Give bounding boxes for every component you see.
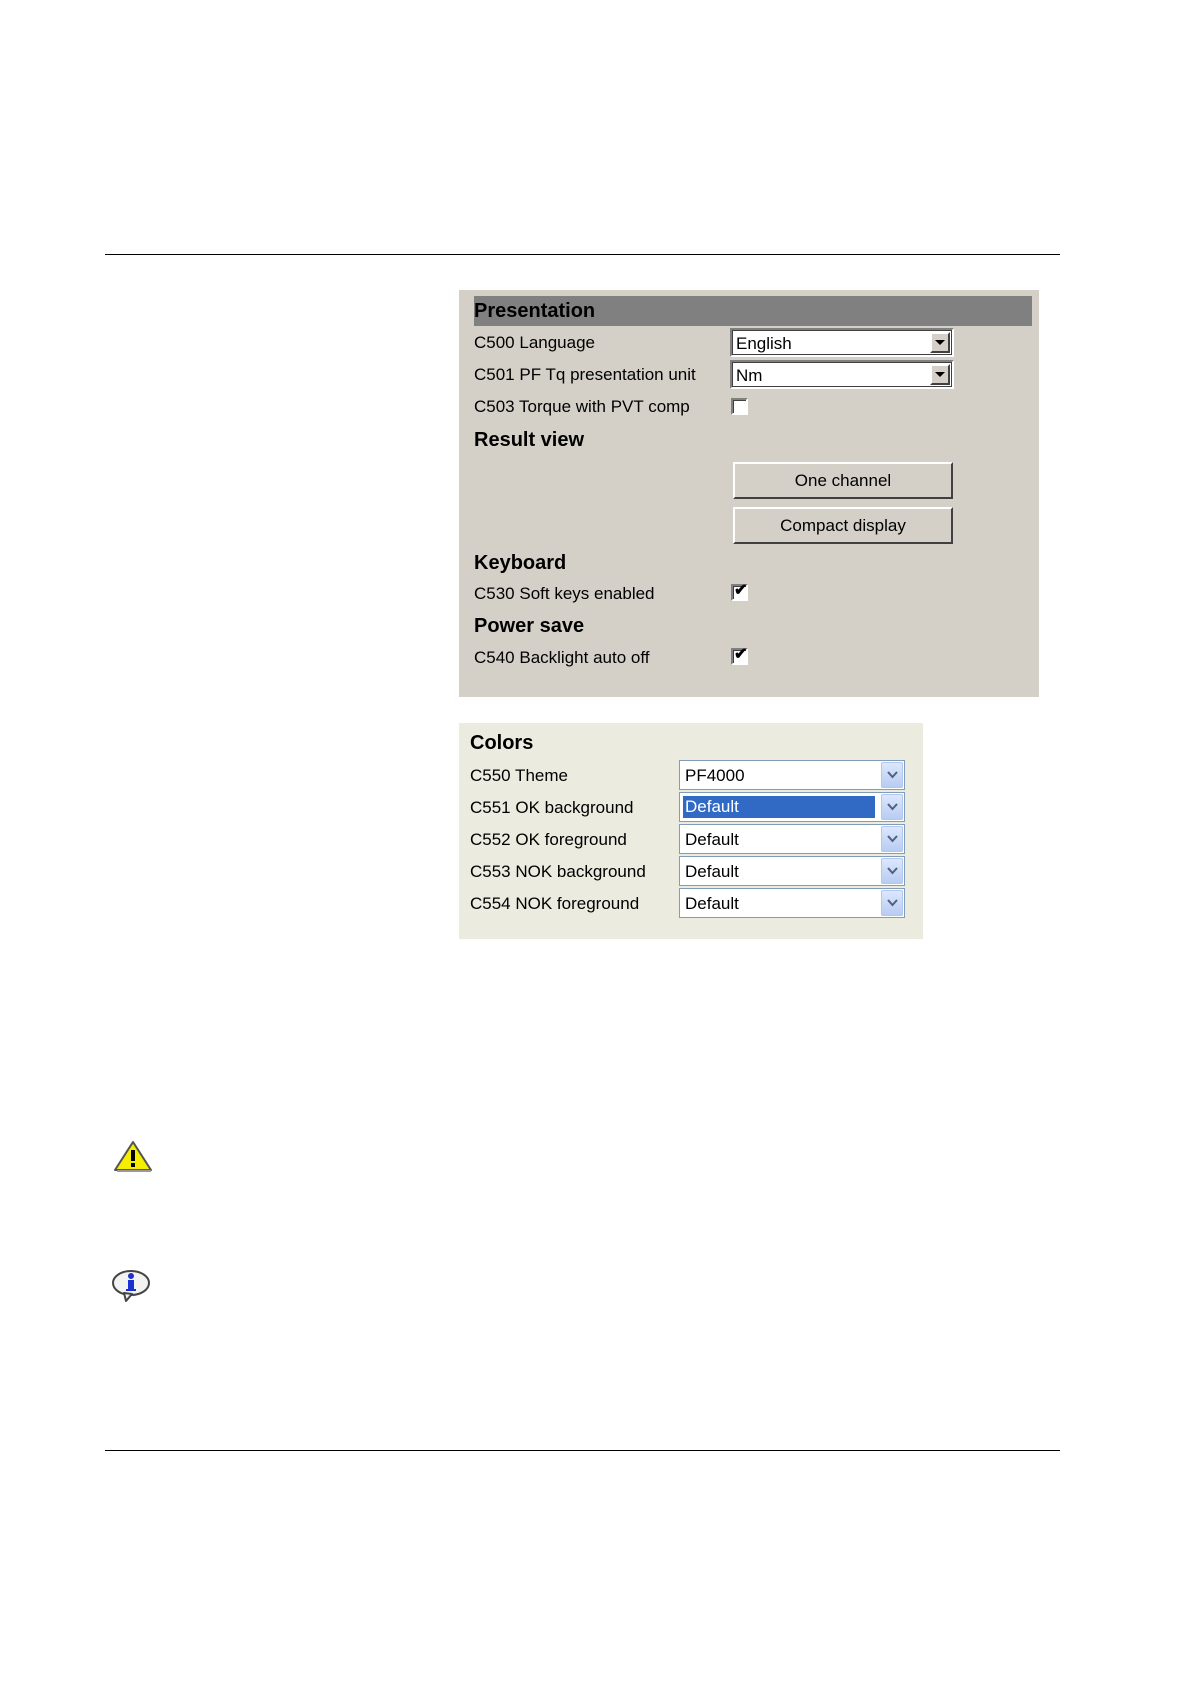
- nok-background-label: C553 NOK background: [470, 862, 646, 881]
- presentation-title: Presentation: [474, 300, 596, 322]
- tq-unit-label: C501 PF Tq presentation unit: [474, 365, 696, 384]
- ok-background-value: Default: [683, 796, 875, 818]
- theme-value: PF4000: [685, 766, 745, 785]
- top-rule: [105, 254, 1060, 255]
- ok-background-label: C551 OK background: [470, 798, 634, 817]
- nok-background-select[interactable]: [679, 856, 905, 886]
- check-icon: ✔: [734, 646, 748, 663]
- chevron-down-icon[interactable]: [881, 858, 903, 884]
- backlight-label: C540 Backlight auto off: [474, 648, 650, 667]
- presentation-panel: [459, 290, 1039, 697]
- nok-foreground-label: C554 NOK foreground: [470, 894, 640, 913]
- chevron-down-icon[interactable]: [881, 794, 903, 820]
- chevron-down-icon[interactable]: [881, 762, 903, 788]
- ok-foreground-select[interactable]: [679, 824, 905, 854]
- power-save-title: Power save: [474, 615, 585, 637]
- nok-foreground-value: Default: [685, 894, 739, 913]
- pvt-comp-label: C503 Torque with PVT comp: [474, 397, 690, 416]
- warning-icon: [112, 1139, 154, 1178]
- one-channel-button[interactable]: One channel: [733, 462, 953, 499]
- ok-foreground-label: C552 OK foreground: [470, 830, 627, 849]
- theme-select[interactable]: [679, 760, 905, 790]
- result-view-title: Result view: [474, 429, 585, 451]
- chevron-down-icon[interactable]: [881, 890, 903, 916]
- keyboard-title: Keyboard: [474, 552, 567, 574]
- tq-unit-value: Nm: [736, 366, 763, 385]
- bottom-rule: [105, 1450, 1060, 1451]
- nok-background-value: Default: [685, 862, 739, 881]
- chevron-down-icon[interactable]: [930, 364, 950, 385]
- nok-foreground-select[interactable]: [679, 888, 905, 918]
- language-select[interactable]: [730, 328, 954, 357]
- pvt-comp-checkbox[interactable]: [731, 398, 748, 415]
- chevron-down-icon[interactable]: [881, 826, 903, 852]
- compact-display-button[interactable]: Compact display: [733, 507, 953, 544]
- theme-label: C550 Theme: [470, 766, 568, 785]
- tq-unit-select[interactable]: [730, 360, 954, 389]
- colors-panel: [459, 723, 923, 939]
- soft-keys-label: C530 Soft keys enabled: [474, 584, 655, 603]
- chevron-down-icon[interactable]: [930, 332, 950, 353]
- backlight-checkbox[interactable]: [731, 648, 748, 665]
- language-label: C500 Language: [474, 333, 596, 352]
- ok-foreground-value: Default: [685, 830, 739, 849]
- info-icon: [110, 1268, 152, 1309]
- colors-title: Colors: [470, 732, 534, 754]
- soft-keys-checkbox[interactable]: [731, 584, 748, 601]
- language-value: English: [736, 334, 792, 353]
- check-icon: ✔: [734, 582, 748, 599]
- ok-background-select[interactable]: [679, 792, 905, 822]
